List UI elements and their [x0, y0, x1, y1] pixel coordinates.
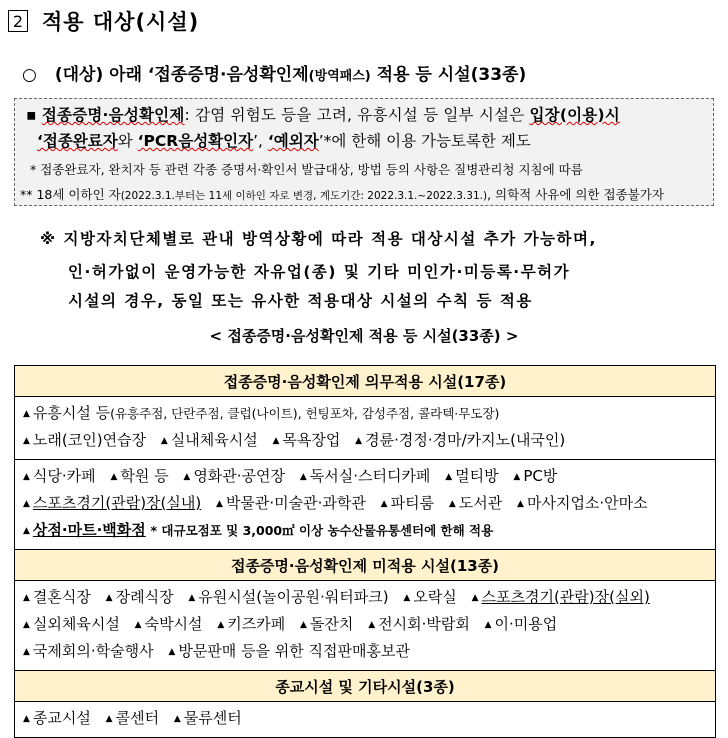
mandatory-group-2 [15, 460, 716, 550]
definition-term: 접종증명·음성확인제 [41, 106, 185, 124]
triangle-bullet-icon: ▲ [299, 472, 307, 482]
list-item: 방문판매 등을 위한 직접판매홍보관 [178, 642, 410, 660]
triangle-bullet-icon: ▲ [471, 593, 479, 603]
list-item: 도서관 [458, 494, 503, 512]
list-row [23, 612, 707, 639]
list-item-store: 상점·마트·백화점 [32, 521, 146, 539]
triangle-bullet-icon: ▲ [513, 472, 521, 482]
list-item: 숙박시설 [144, 615, 203, 633]
triangle-bullet-icon: ▲ [517, 499, 524, 509]
list-item: 오락실 [413, 588, 457, 606]
triangle-bullet-icon: ▲ [403, 593, 411, 603]
triangle-bullet-icon: ▲ [368, 620, 376, 630]
exception-term: ‘예외자 [267, 132, 319, 150]
list-item: 돌잔치 [309, 615, 354, 633]
triangle-bullet-icon: ▲ [23, 620, 30, 630]
triangle-bullet-icon: ▲ [272, 436, 280, 446]
list-item: 이·미용업 [494, 615, 558, 633]
triangle-bullet-icon: ▲ [216, 499, 223, 509]
triangle-bullet-icon: ▲ [110, 472, 118, 482]
triangle-bullet-icon: ▲ [300, 620, 307, 630]
list-item: 전시회·박람회 [378, 615, 470, 633]
definition-tail: ’*에 한해 이용 가능토록한 제도 [318, 132, 531, 150]
list-item: 독서실·스터디카페 [309, 467, 431, 485]
list-item: 실외체육시설 [32, 615, 120, 633]
list-item: 박물관·미술관·과학관 [225, 494, 366, 512]
list-item: 국제회의·학술행사 [32, 642, 154, 660]
square-bullet-icon: ▪ [26, 106, 37, 124]
list-item: 실내체육시설 [170, 431, 258, 449]
list-item: 유원시설(놀이공원·워터파크) [198, 588, 389, 606]
mandatory-header: 접종증명·음성확인제 의무적용 시설(17종) [15, 366, 716, 397]
pcr-term: ‘PCR음성확인자 [137, 132, 254, 150]
non-applicable-header: 접종증명·음성확인제 미적용 시설(13종) [15, 550, 716, 581]
triangle-bullet-icon: ▲ [105, 593, 113, 603]
triangle-bullet-icon: ▲ [23, 472, 30, 482]
section-number-box: 2 [8, 10, 28, 32]
triangle-bullet-icon: ▲ [188, 593, 196, 603]
list-item: 영화관·공연장 [193, 467, 286, 485]
list-row [23, 518, 707, 545]
section-heading [8, 6, 199, 36]
remark-line-3: 시설의 경우, 동일 또는 유사한 적용대상 시설의 수칙 등 적용 [68, 292, 533, 310]
list-item: 장례식장 [115, 588, 174, 606]
triangle-bullet-icon: ▲ [23, 499, 30, 509]
store-note: * 대규모점포 및 3,000㎡ 이상 농수산물유통센터에 한해 적용 [150, 523, 494, 538]
triangle-bullet-icon: ▲ [23, 436, 30, 446]
list-item: 물류센터 [183, 709, 242, 727]
list-item: 키즈카페 [227, 615, 286, 633]
triangle-bullet-icon: ▲ [23, 526, 30, 536]
target-line [22, 60, 526, 85]
list-item [23, 401, 707, 428]
non-applicable-group [15, 581, 716, 671]
list-item: 콜센터 [115, 709, 160, 727]
table-caption: < 접종증명·음성확인제 적용 등 시설(33종) > [209, 327, 519, 345]
facilities-table [14, 365, 716, 738]
triangle-bullet-icon: ▲ [355, 436, 363, 446]
list-item: 마사지업소·안마소 [526, 494, 648, 512]
triangle-bullet-icon: ▲ [105, 714, 113, 724]
religion-other-group [15, 702, 716, 738]
list-item: 스포츠경기(관람)장(실외) [481, 588, 650, 606]
triangle-bullet-icon: ▲ [448, 499, 456, 509]
vaccinated-term: ‘접종완료자 [37, 132, 118, 150]
list-row [23, 585, 707, 612]
comma-text: ’, [253, 132, 268, 150]
definition-text: : 감염 위험도 등을 고려, 유흥시설 등 일부 시설은 [184, 106, 530, 124]
footnote-1: * 접종완료자, 완치자 등 관련 각종 증명서·확인서 발급대상, 방법 등의 사항은 질병관리청 지침에 따름 [30, 162, 583, 177]
triangle-bullet-icon: ▲ [217, 620, 225, 630]
definition-line-2 [37, 129, 531, 151]
target-label-tail: 적용 등 시설(33종) [370, 65, 527, 85]
footnote-2-b: , 의학적 사유에 의한 접종불가자 [487, 187, 664, 202]
circle-bullet-icon: ○ [22, 65, 37, 85]
target-label: (대상) 아래 ‘접종증명·음성확인제 [54, 65, 309, 85]
list-item: 경륜·경정·경마/카지노(내국인) [365, 431, 566, 449]
list-item: 종교시설 [32, 709, 91, 727]
triangle-bullet-icon: ▲ [23, 409, 30, 419]
list-row [23, 639, 707, 666]
triangle-bullet-icon: ▲ [484, 620, 492, 630]
footnote-2 [20, 185, 664, 203]
triangle-bullet-icon: ▲ [160, 436, 168, 446]
remark-line-1: ※ 지방자치단체별로 관내 방역상황에 따라 적용 대상시설 추가 가능하며, [40, 230, 597, 248]
triangle-bullet-icon: ▲ [173, 714, 181, 724]
remark-line-2: 인·허가없이 운영가능한 자유업(종) 및 기타 미인가·미등록·무허가 [68, 263, 571, 281]
triangle-bullet-icon: ▲ [183, 472, 191, 482]
list-item: 식당·카페 [32, 467, 96, 485]
list-item: 파티룸 [390, 494, 435, 512]
list-item: PC방 [523, 467, 558, 485]
definition-entry: 입장(이용)시 [529, 106, 620, 124]
list-row [23, 706, 707, 733]
triangle-bullet-icon: ▲ [168, 647, 176, 657]
list-item: 멀티방 [455, 467, 499, 485]
footnote-2-a: ** 18세 이하인 자 [20, 187, 121, 202]
and-text: 와 [117, 132, 138, 150]
mandatory-group-1 [15, 397, 716, 460]
item-detail: (유흥주점, 단란주점, 클럽(나이트), 헌팅포차, 감성주점, 콜라텍·무도장) [110, 406, 500, 421]
item-text: 유흥시설 등 [32, 404, 111, 422]
triangle-bullet-icon: ▲ [23, 714, 30, 724]
list-row [23, 464, 707, 491]
triangle-bullet-icon: ▲ [380, 499, 388, 509]
triangle-bullet-icon: ▲ [445, 472, 453, 482]
footnote-2-small: (2022.3.1.부터는 11세 이하인 자로 변경, 계도기간: 2022.3.1.~2022.3.31.) [120, 190, 488, 202]
list-item: 스포츠경기(관람)장(실내) [32, 494, 202, 512]
triangle-bullet-icon: ▲ [23, 647, 30, 657]
list-row [23, 491, 707, 518]
list-item: 노래(코인)연습장 [32, 431, 147, 449]
triangle-bullet-icon: ▲ [134, 620, 142, 630]
list-row [23, 428, 707, 455]
religion-other-header: 종교시설 및 기타시설(3종) [15, 671, 716, 702]
triangle-bullet-icon: ▲ [23, 593, 30, 603]
list-item: 결혼식장 [32, 588, 91, 606]
section-title: 적용 대상(시설) [42, 10, 200, 34]
target-label-small: (방역패스) [308, 69, 371, 84]
definition-line-1 [26, 103, 620, 125]
list-item: 학원 등 [120, 467, 169, 485]
list-item: 목욕장업 [282, 431, 341, 449]
